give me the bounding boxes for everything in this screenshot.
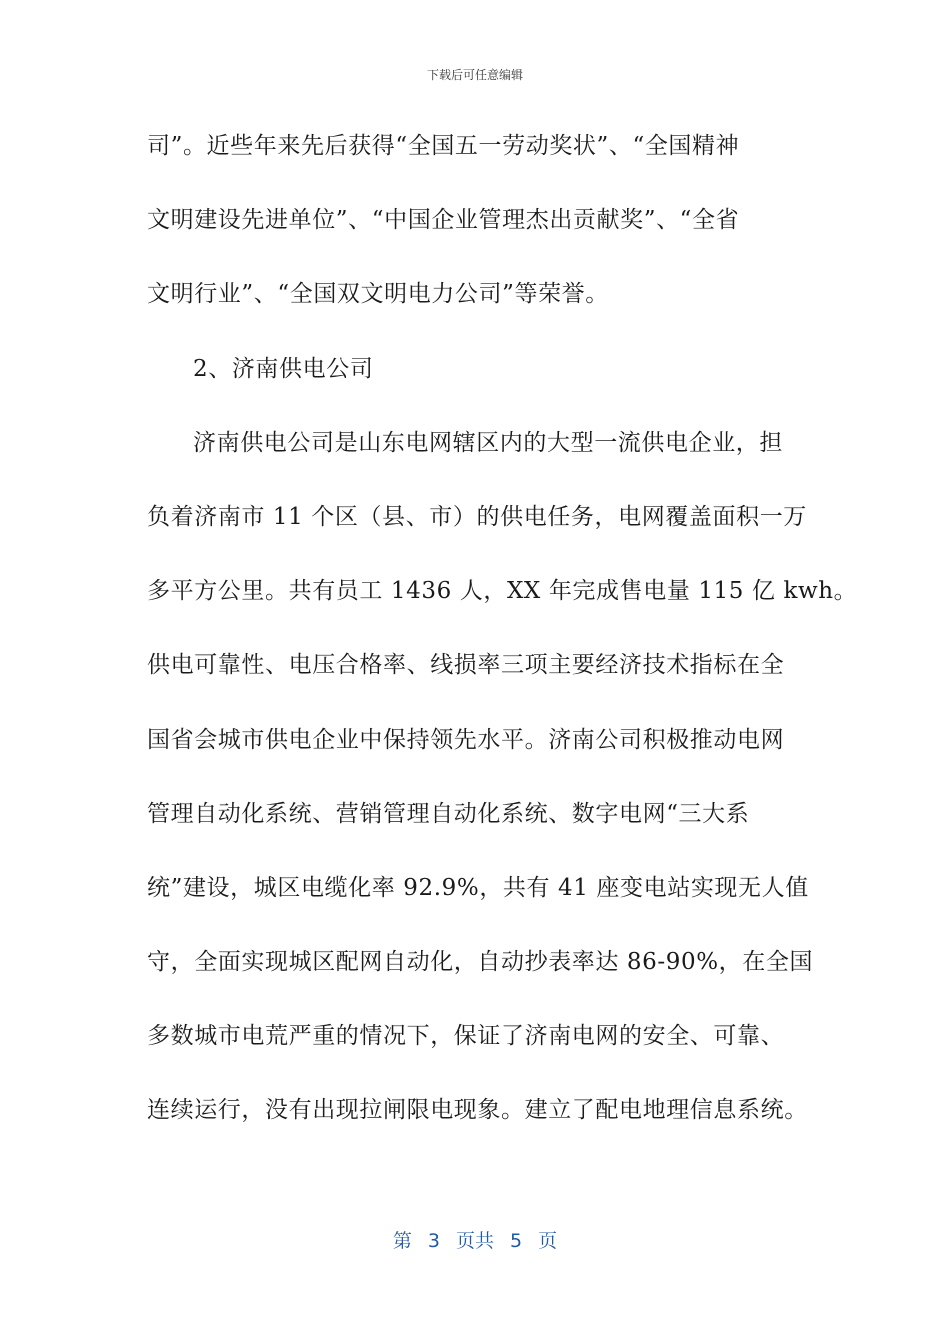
text-line: 供电可靠性、电压合格率、线损率三项主要经济技术指标在全	[147, 652, 785, 679]
footer-prefix: 第	[392, 1230, 412, 1252]
current-page-number: 3	[427, 1230, 440, 1252]
page-footer	[0, 1226, 950, 1253]
footer-suffix: 页	[538, 1230, 558, 1252]
total-pages-number: 5	[510, 1230, 523, 1252]
text-line: 连续运行，没有出现拉闸限电现象。建立了配电地理信息系统。	[147, 1097, 808, 1124]
text-line: 济南供电公司是山东电网辖区内的大型一流供电企业，担	[193, 429, 783, 456]
text-line: 统”建设，城区电缆化率 92.9%，共有 41 座变电站实现无人值	[147, 874, 809, 901]
document-body	[147, 126, 858, 1165]
text-line: 文明行业”、“全国双文明电力公司”等荣誉。	[147, 281, 609, 308]
text-line: 多数城市电荒严重的情况下，保证了济南电网的安全、可靠、	[147, 1023, 785, 1050]
text-line: 多平方公里。共有员工 1436 人，XX 年完成售电量 115 亿 kwh。	[147, 578, 858, 605]
text-line: 国省会城市供电企业中保持领先水平。济南公司积极推动电网	[147, 726, 785, 753]
text-line: 管理自动化系统、营销管理自动化系统、数字电网“三大系	[147, 800, 750, 827]
page-header: 下载后可任意编辑	[426, 68, 523, 82]
text-line: 司”。近些年来先后获得“全国五一劳动奖状”、“全国精神	[147, 133, 740, 159]
text-line: 守，全面实现城区配网自动化，自动抄表率达 86-90%，在全国	[147, 949, 814, 976]
text-line: 文明建设先进单位”、“中国企业管理杰出贡献奖”、“全省	[147, 207, 740, 234]
text-line: 负着济南市 11 个区（县、市）的供电任务，电网覆盖面积一万	[147, 503, 807, 530]
footer-mid: 页共	[455, 1230, 494, 1252]
section-heading: 2、济南供电公司	[193, 355, 374, 382]
